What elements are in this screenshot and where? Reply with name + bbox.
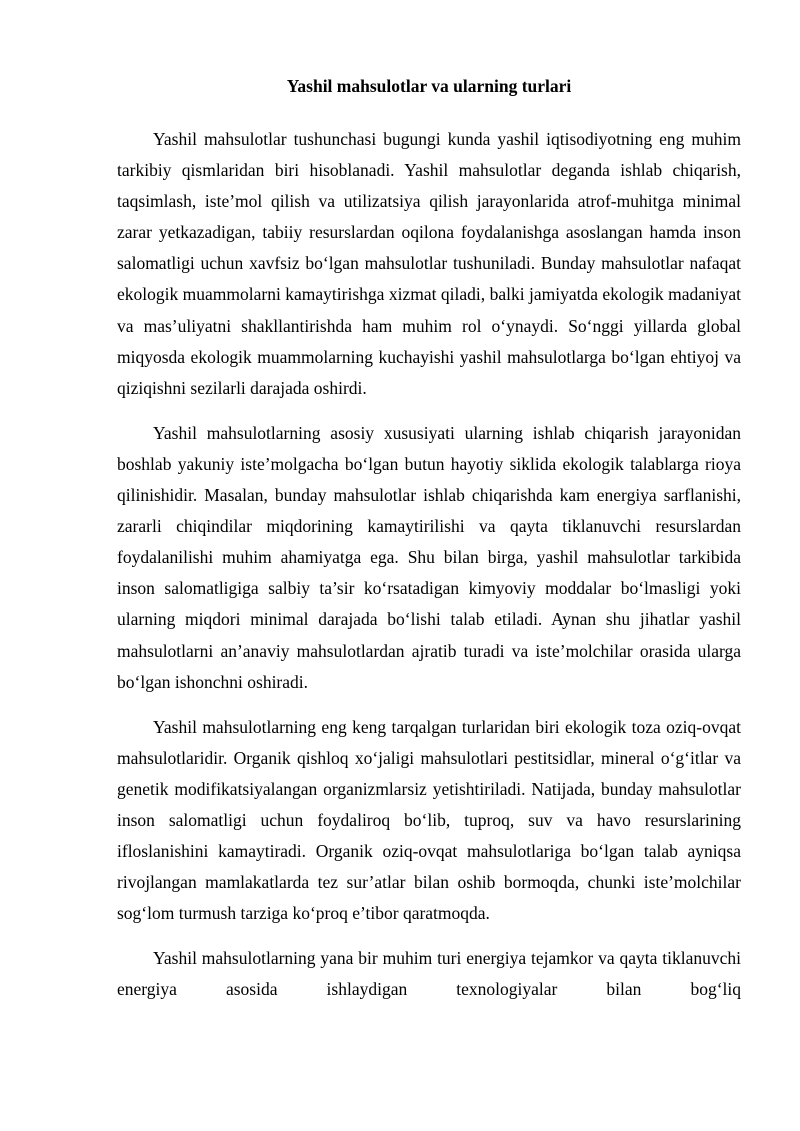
paragraph-2: Yashil mahsulotlarning asosiy xususiyati ularning ishlab chiqarish jarayonidan boshlab yakuniy iste’molgacha bo‘lgan butun hayotiy siklida ekologik talablarga rioya qilinishidir. Masalan, bunday mahsulotlar ishlab chiqarishda kam energiya sarflanishi, zararli chiqindilar miqdorining kamaytirilishi va qayta tiklanuvchi resurslardan foydalanilishi muhim ahamiyatga ega. Shu bilan birga, yashil mahsulotlar tarkibida inson salomatligiga salbiy ta’sir ko‘rsatadigan kimyoviy moddalar bo‘lmasligi yoki ularning miqdori minimal darajada bo‘lishi talab etiladi. Aynan shu jihatlar yashil mahsulotlarni an’anaviy mahsulotlardan ajratib turadi va iste’molchilar orasida ularga bo‘lgan ishonchni oshiradi. xyxy=(117,422,741,692)
document-body xyxy=(117,124,741,1006)
paragraph-4: Yashil mahsulotlarning yana bir muhim turi energiya tejamkor va qayta tiklanuvchi energiya asosida ishlaydigan texnologiyalar bilan bog‘liq xyxy=(117,948,741,1000)
document-title: Yashil mahsulotlar va ularning turlari xyxy=(286,76,572,96)
paragraph-3: Yashil mahsulotlarning eng keng tarqalgan turlaridan biri ekologik toza oziq-ovqat mahsulotlaridir. Organik qishloq xo‘jaligi mahsulotlari pestitsidlar, mineral o‘g‘itlar va genetik modifikatsiyalangan organizmlarsiz yetishtiriladi. Natijada, bunday mahsulotlar inson salomatligi uchun foydaliroq bo‘lib, tuproq, suv va havo resurslarining ifloslanishini kamaytiradi. Organik oziq-ovqat mahsulotlariga bo‘lgan talab ayniqsa rivojlangan mamlakatlarda tez sur’atlar bilan oshib bormoqda, chunki iste’molchilar sog‘lom turmush tarziga ko‘proq e’tibor qaratmoqda. xyxy=(117,716,741,924)
paragraph-1: Yashil mahsulotlar tushunchasi bugungi kunda yashil iqtisodiyotning eng muhim tarkibiy qismlaridan biri hisoblanadi. Yashil mahsulotlar deganda ishlab chiqarish, taqsimlash, iste’mol qilish va utilizatsiya qilish jarayonlarida atrof-muhitga minimal zarar yetkazadigan, tabiiy resurslardan oqilona foydalanishga asoslangan hamda inson salomatligi uchun xavfsiz bo‘lgan mahsulotlar tushuniladi. Bunday mahsulotlar nafaqat ekologik muammolarni kamaytirishga xizmat qiladi, balki jamiyatda ekologik madaniyat va mas’uliyatni shakllantirishda ham muhim rol o‘ynaydi. So‘nggi yillarda global miqyosda ekologik muammolarning kuchayishi yashil mahsulotlarga bo‘lgan ehtiyoj va qiziqishni sezilarli darajada oshirdi. xyxy=(117,129,741,398)
